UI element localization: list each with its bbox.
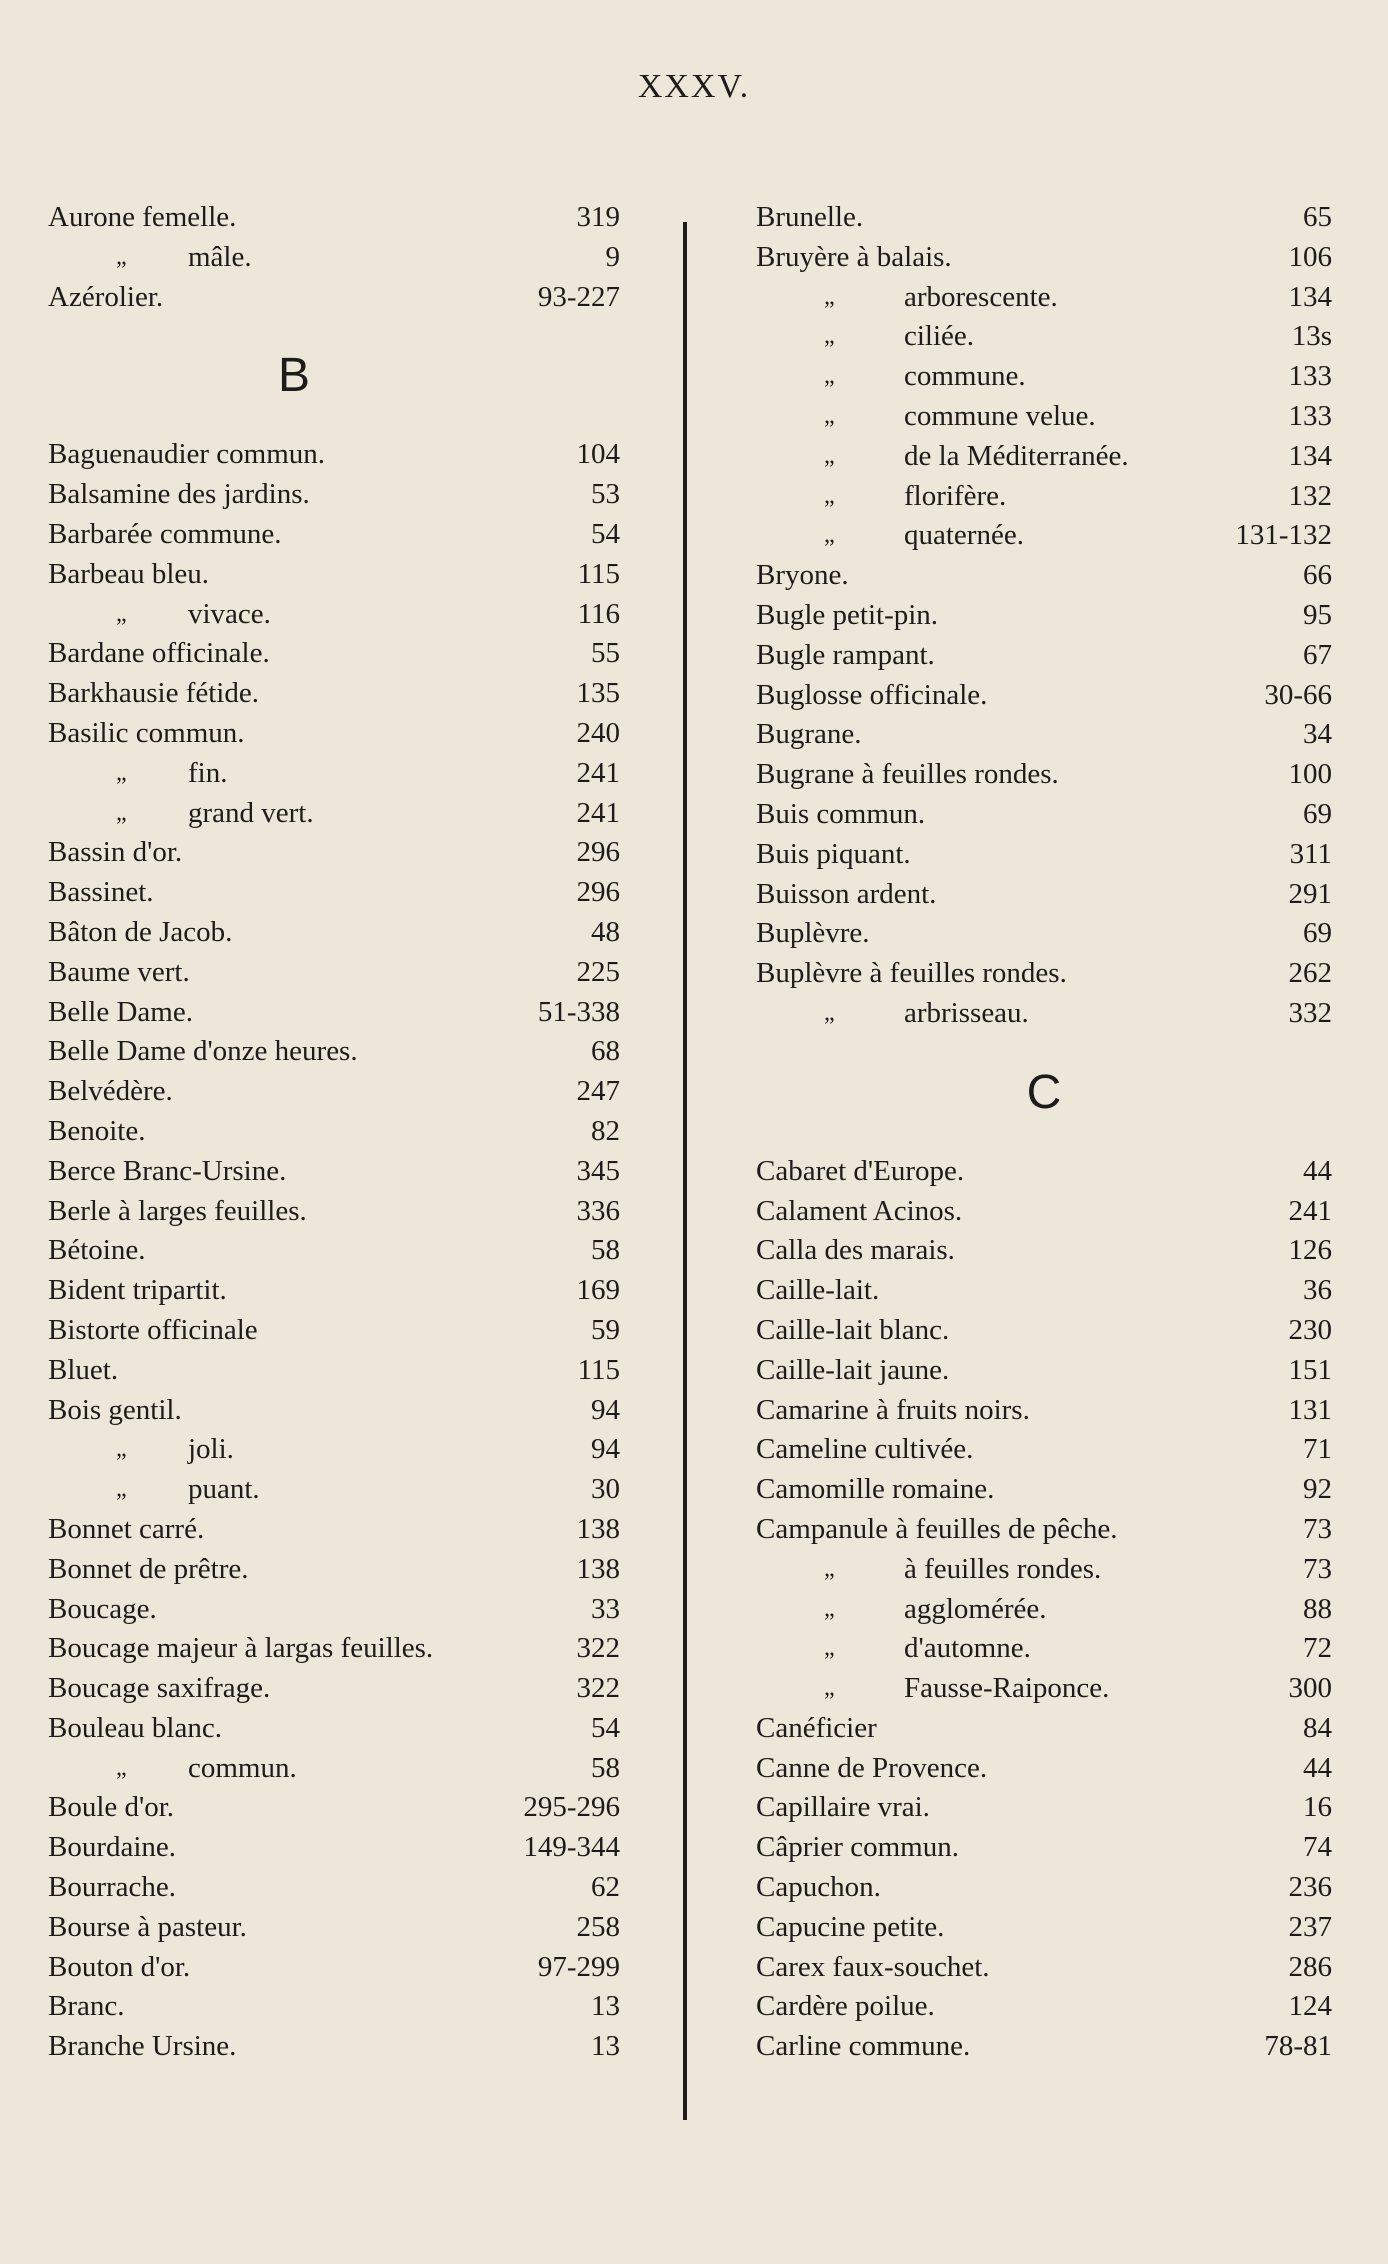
index-entry	[48, 1192, 620, 1232]
index-subentry	[48, 595, 620, 635]
index-entry	[48, 555, 620, 595]
index-subentry	[756, 1669, 1332, 1709]
index-entry	[48, 1868, 620, 1908]
entry-pages: 295-296	[523, 1791, 620, 1824]
index-entry	[48, 1271, 620, 1311]
index-entry	[48, 634, 620, 674]
ditto-mark: „	[824, 283, 835, 310]
entry-pages: 54	[591, 517, 620, 550]
entry-pages: 104	[576, 438, 620, 471]
index-subentry	[756, 357, 1332, 397]
entry-term: Baguenaudier commun.	[48, 438, 326, 471]
entry-pages: 13s	[1291, 320, 1332, 353]
index-entry	[48, 1311, 620, 1351]
index-entry	[756, 1868, 1332, 1908]
entry-pages: 68	[591, 1035, 620, 1068]
entry-pages: 241	[576, 756, 620, 789]
index-entry	[48, 1351, 620, 1391]
entry-term: mâle.	[188, 240, 252, 273]
entry-term: Bistorte officinale	[48, 1313, 258, 1346]
index-entry	[48, 1510, 620, 1550]
index-entry	[48, 1948, 620, 1988]
entry-pages: 262	[1288, 957, 1332, 990]
entry-pages: 95	[1303, 598, 1332, 631]
entry-pages: 332	[1288, 996, 1332, 1029]
index-entry	[756, 1152, 1332, 1192]
entry-pages: 55	[591, 637, 620, 670]
ditto-mark: „	[824, 522, 835, 549]
entry-term: arbrisseau.	[904, 996, 1029, 1029]
entry-pages: 135	[576, 677, 620, 710]
entry-term: Carline commune.	[756, 2030, 971, 2063]
entry-pages: 69	[1303, 797, 1332, 830]
entry-pages: 78-81	[1264, 2030, 1332, 2063]
index-subentry	[756, 994, 1332, 1034]
entry-term: Belle Dame d'onze heures.	[48, 1035, 358, 1068]
entry-pages: 241	[576, 796, 620, 829]
entry-term: Bouleau blanc.	[48, 1711, 222, 1744]
index-entry	[48, 198, 620, 238]
index-entry	[756, 1231, 1332, 1271]
entry-term: Buglosse officinale.	[756, 678, 988, 711]
section-letter: C	[1026, 1065, 1062, 1119]
index-entry	[756, 715, 1332, 755]
entry-pages: 311	[1289, 837, 1332, 870]
entry-term: Bardane officinale.	[48, 637, 270, 670]
entry-term: Azérolier.	[48, 280, 164, 313]
entry-pages: 69	[1303, 917, 1332, 950]
entry-pages: 53	[591, 478, 620, 511]
index-entry	[756, 2027, 1332, 2067]
entry-pages: 88	[1303, 1592, 1332, 1625]
index-entry	[48, 278, 620, 318]
entry-term: Barbeau bleu.	[48, 557, 210, 590]
entry-term: Capucine petite.	[756, 1910, 945, 1943]
index-entry	[48, 833, 620, 873]
entry-term: Bonnet de prêtre.	[48, 1552, 249, 1585]
entry-pages: 258	[576, 1910, 620, 1943]
index-entry	[48, 953, 620, 993]
entry-term: Berle à larges feuilles.	[48, 1194, 307, 1227]
index-entry	[48, 1908, 620, 1948]
index-entry	[756, 1987, 1332, 2027]
entry-pages: 73	[1303, 1512, 1332, 1545]
index-entry	[48, 515, 620, 555]
entry-pages: 62	[591, 1871, 620, 1904]
entry-term: Canne de Provence.	[756, 1751, 988, 1784]
entry-term: Boucage saxifrage.	[48, 1672, 271, 1705]
entry-term: Boule d'or.	[48, 1791, 175, 1824]
index-entry	[48, 1709, 620, 1749]
index-subentry	[756, 278, 1332, 318]
entry-pages: 58	[591, 1234, 620, 1267]
entry-pages: 82	[591, 1114, 620, 1147]
ditto-mark: „	[824, 442, 835, 469]
ditto-mark: „	[116, 600, 127, 627]
entry-pages: 100	[1288, 758, 1332, 791]
index-subentry	[756, 317, 1332, 357]
entry-pages: 9	[605, 240, 620, 273]
entry-pages: 138	[576, 1512, 620, 1545]
entry-pages: 30-66	[1264, 678, 1332, 711]
entry-term: grand vert.	[188, 796, 314, 829]
entry-pages: 134	[1288, 439, 1332, 472]
ditto-mark: „	[116, 1754, 127, 1781]
entry-term: ciliée.	[904, 320, 975, 353]
entry-pages: 138	[576, 1552, 620, 1585]
entry-pages: 115	[577, 1353, 620, 1386]
entry-pages: 44	[1303, 1154, 1332, 1187]
entry-term: Camarine à fruits noirs.	[756, 1393, 1030, 1426]
entry-pages: 134	[1288, 280, 1332, 313]
entry-term: fin.	[188, 756, 228, 789]
entry-pages: 13	[591, 2030, 620, 2063]
index-entry	[756, 835, 1332, 875]
entry-pages: 131	[1288, 1393, 1332, 1426]
index-entry	[756, 1192, 1332, 1232]
index-subentry	[48, 794, 620, 834]
entry-pages: 72	[1303, 1632, 1332, 1665]
index-entry	[48, 1391, 620, 1431]
entry-term: agglomérée.	[904, 1592, 1047, 1625]
entry-pages: 74	[1303, 1831, 1332, 1864]
index-entry	[756, 1709, 1332, 1749]
entry-term: Calament Acinos.	[756, 1194, 963, 1227]
ditto-mark: „	[824, 1675, 835, 1702]
entry-term: commune velue.	[904, 399, 1096, 432]
entry-pages: 126	[1288, 1234, 1332, 1267]
entry-term: Cardère poilue.	[756, 1990, 935, 2023]
entry-pages: 115	[577, 557, 620, 590]
ditto-mark: „	[116, 1436, 127, 1463]
index-entry	[48, 1788, 620, 1828]
index-entry	[756, 238, 1332, 278]
index-subentry	[48, 1430, 620, 1470]
index-entry	[756, 198, 1332, 238]
entry-term: Branche Ursine.	[48, 2030, 237, 2063]
entry-term: Câprier commun.	[756, 1831, 959, 1864]
index-entry	[48, 1231, 620, 1271]
index-entry	[756, 1828, 1332, 1868]
index-entry	[756, 795, 1332, 835]
entry-pages: 240	[576, 716, 620, 749]
entry-term: Benoite.	[48, 1114, 146, 1147]
index-entry	[48, 1112, 620, 1152]
entry-term: quaternée.	[904, 519, 1024, 552]
entry-pages: 296	[576, 876, 620, 909]
index-entry	[756, 1311, 1332, 1351]
index-subentry	[756, 1550, 1332, 1590]
entry-pages: 44	[1303, 1751, 1332, 1784]
entry-pages: 149-344	[523, 1831, 620, 1864]
index-entry	[48, 475, 620, 515]
ditto-mark: „	[824, 1595, 835, 1622]
entry-term: Camomille romaine.	[756, 1473, 995, 1506]
entry-pages: 291	[1288, 877, 1332, 910]
entry-pages: 116	[577, 597, 620, 630]
entry-term: Bourdaine.	[48, 1831, 177, 1864]
index-entry	[756, 1510, 1332, 1550]
entry-pages: 92	[1303, 1473, 1332, 1506]
entry-pages: 247	[576, 1075, 620, 1108]
entry-term: Buis commun.	[756, 797, 926, 830]
entry-term: Bassinet.	[48, 876, 154, 909]
entry-pages: 67	[1303, 638, 1332, 671]
entry-pages: 59	[591, 1313, 620, 1346]
ditto-mark: „	[824, 323, 835, 350]
entry-term: Bugle rampant.	[756, 638, 935, 671]
entry-pages: 225	[576, 955, 620, 988]
ditto-mark: „	[116, 799, 127, 826]
entry-term: Brunelle.	[756, 201, 864, 233]
entry-term: Campanule à feuilles de pêche.	[756, 1512, 1118, 1545]
entry-pages: 124	[1288, 1990, 1332, 2023]
entry-pages: 48	[591, 915, 620, 948]
entry-term: Bugrane à feuilles rondes.	[756, 758, 1059, 791]
index-subentry	[48, 238, 620, 278]
entry-pages: 106	[1288, 240, 1332, 273]
entry-term: de la Méditerranée.	[904, 439, 1129, 472]
entry-term: d'automne.	[904, 1632, 1031, 1665]
index-entry	[756, 556, 1332, 596]
entry-term: Cabaret d'Europe.	[756, 1154, 965, 1187]
entry-term: Belle Dame.	[48, 995, 193, 1028]
index-entry	[756, 954, 1332, 994]
entry-pages: 345	[576, 1154, 620, 1187]
entry-pages: 133	[1288, 360, 1332, 393]
entry-term: Barkhausie fétide.	[48, 677, 259, 710]
index-entry	[48, 435, 620, 475]
entry-term: Buisson ardent.	[756, 877, 937, 910]
index-entry	[48, 913, 620, 953]
entry-pages: 286	[1288, 1950, 1332, 1983]
ditto-mark: „	[824, 999, 835, 1026]
index-entry	[48, 1590, 620, 1630]
entry-pages: 84	[1303, 1711, 1332, 1744]
entry-term: arborescente.	[904, 280, 1058, 313]
index-subentry	[756, 1629, 1332, 1669]
entry-term: Belvédère.	[48, 1075, 173, 1108]
index-entry	[48, 1550, 620, 1590]
index-entry	[756, 875, 1332, 915]
entry-pages: 73	[1303, 1552, 1332, 1585]
index-entry	[48, 674, 620, 714]
entry-term: Bois gentil.	[48, 1393, 182, 1426]
ditto-mark: „	[824, 1555, 835, 1582]
entry-pages: 169	[576, 1274, 620, 1307]
entry-term: Carex faux-souchet.	[756, 1950, 990, 1983]
ditto-mark: „	[116, 1476, 127, 1503]
entry-term: Canéficier	[756, 1711, 877, 1744]
index-entry	[48, 714, 620, 754]
index-subentry	[48, 1470, 620, 1510]
index-column-right	[756, 198, 1332, 2067]
entry-pages: 94	[591, 1393, 620, 1426]
ditto-mark: „	[824, 363, 835, 390]
index-subentry	[48, 1749, 620, 1789]
index-subentry	[756, 477, 1332, 517]
index-entry	[756, 676, 1332, 716]
index-entry	[756, 596, 1332, 636]
entry-term: commune.	[904, 360, 1026, 393]
entry-pages: 33	[591, 1592, 620, 1625]
index-entry	[756, 636, 1332, 676]
ditto-mark: „	[116, 243, 127, 270]
entry-term: Aurone femelle.	[48, 201, 237, 233]
index-entry	[48, 1669, 620, 1709]
page-number: XXXV.	[637, 68, 751, 105]
entry-term: vivace.	[188, 597, 271, 630]
entry-pages: 336	[576, 1194, 620, 1227]
entry-term: Bétoine.	[48, 1234, 146, 1267]
index-entry	[48, 2027, 620, 2067]
index-entry	[48, 1072, 620, 1112]
entry-pages: 97-299	[537, 1950, 620, 1983]
index-entry	[48, 1828, 620, 1868]
entry-term: Calla des marais.	[756, 1234, 955, 1267]
entry-term: Cameline cultivée.	[756, 1433, 974, 1466]
entry-term: Balsamine des jardins.	[48, 478, 310, 511]
index-entry	[756, 1470, 1332, 1510]
entry-pages: 13	[591, 1990, 620, 2023]
entry-term: Caille-lait jaune.	[756, 1353, 950, 1386]
entry-term: Bluet.	[48, 1353, 119, 1386]
entry-pages: 131-132	[1235, 519, 1332, 552]
entry-term: Bouton d'or.	[48, 1950, 191, 1983]
entry-pages: 296	[576, 836, 620, 869]
index-entry	[48, 993, 620, 1033]
entry-pages: 322	[576, 1672, 620, 1705]
entry-term: à feuilles rondes.	[904, 1552, 1102, 1585]
entry-pages: 51-338	[537, 995, 620, 1028]
entry-pages: 66	[1303, 559, 1332, 592]
index-entry	[756, 755, 1332, 795]
entry-term: Buplèvre à feuilles rondes.	[756, 957, 1067, 990]
index-subentry	[756, 397, 1332, 437]
entry-pages: 34	[1303, 718, 1332, 751]
entry-term: Bourse à pasteur.	[48, 1910, 247, 1943]
index-entry	[756, 1271, 1332, 1311]
entry-term: Bruyère à balais.	[756, 240, 952, 273]
entry-pages: 319	[576, 201, 620, 233]
index-entry	[48, 1032, 620, 1072]
entry-term: Bourrache.	[48, 1871, 177, 1904]
index-entry	[756, 914, 1332, 954]
entry-pages: 65	[1303, 201, 1332, 233]
entry-pages: 230	[1288, 1313, 1332, 1346]
index-subentry	[756, 437, 1332, 477]
ditto-mark: „	[824, 402, 835, 429]
entry-pages: 94	[591, 1433, 620, 1466]
ditto-mark: „	[824, 482, 835, 509]
entry-pages: 58	[591, 1751, 620, 1784]
ditto-mark: „	[824, 1635, 835, 1662]
entry-pages: 236	[1288, 1871, 1332, 1904]
entry-pages: 132	[1288, 479, 1332, 512]
entry-term: Fausse-Raiponce.	[904, 1672, 1110, 1705]
index-entry	[48, 1629, 620, 1669]
index-entry	[48, 1152, 620, 1192]
entry-term: puant.	[188, 1473, 260, 1506]
index-entry	[48, 873, 620, 913]
entry-term: Barbarée commune.	[48, 517, 282, 550]
entry-term: Branc.	[48, 1990, 125, 2023]
entry-term: Bryone.	[756, 559, 849, 592]
section-letter: B	[277, 349, 310, 403]
entry-term: Caille-lait blanc.	[756, 1313, 950, 1346]
entry-term: Buis piquant.	[756, 837, 911, 870]
entry-term: Boucage majeur à largas feuilles.	[48, 1632, 434, 1665]
entry-pages: 16	[1303, 1791, 1332, 1824]
index-subentry	[756, 516, 1332, 556]
entry-term: Berce Branc-Ursine.	[48, 1154, 287, 1187]
index-subentry	[756, 1590, 1332, 1630]
entry-pages: 54	[591, 1711, 620, 1744]
entry-term: Bident tripartit.	[48, 1274, 227, 1307]
entry-term: joli.	[188, 1433, 234, 1466]
column-divider	[683, 222, 687, 2120]
entry-term: Bassin d'or.	[48, 836, 183, 869]
entry-term: commun.	[188, 1751, 297, 1784]
entry-term: Bugle petit-pin.	[756, 598, 939, 631]
index-entry	[756, 1391, 1332, 1431]
entry-pages: 30	[591, 1473, 620, 1506]
index-entry	[756, 1749, 1332, 1789]
index-entry	[756, 1430, 1332, 1470]
entry-pages: 36	[1303, 1274, 1332, 1307]
entry-term: Capillaire vrai.	[756, 1791, 930, 1824]
entry-pages: 237	[1288, 1910, 1332, 1943]
entry-pages: 93-227	[537, 280, 620, 313]
index-entry	[756, 1948, 1332, 1988]
entry-term: Boucage.	[48, 1592, 157, 1625]
entry-term: Capuchon.	[756, 1871, 881, 1904]
index-entry	[756, 1908, 1332, 1948]
ditto-mark: „	[116, 759, 127, 786]
entry-term: Bonnet carré.	[48, 1512, 205, 1545]
entry-term: Bâton de Jacob.	[48, 915, 233, 948]
index-entry	[48, 1987, 620, 2027]
index-entry	[756, 1788, 1332, 1828]
entry-pages: 241	[1288, 1194, 1332, 1227]
entry-pages: 300	[1288, 1672, 1332, 1705]
entry-pages: 322	[576, 1632, 620, 1665]
entry-pages: 71	[1303, 1433, 1332, 1466]
index-entry	[756, 1351, 1332, 1391]
entry-pages: 151	[1288, 1353, 1332, 1386]
entry-pages: 133	[1288, 399, 1332, 432]
entry-term: Baume vert.	[48, 955, 190, 988]
index-column-left	[48, 198, 620, 2067]
entry-term: florifère.	[904, 479, 1007, 512]
index-subentry	[48, 754, 620, 794]
entry-term: Caille-lait.	[756, 1274, 880, 1307]
entry-term: Bugrane.	[756, 718, 862, 751]
entry-term: Buplèvre.	[756, 917, 870, 950]
entry-term: Basilic commun.	[48, 716, 245, 749]
